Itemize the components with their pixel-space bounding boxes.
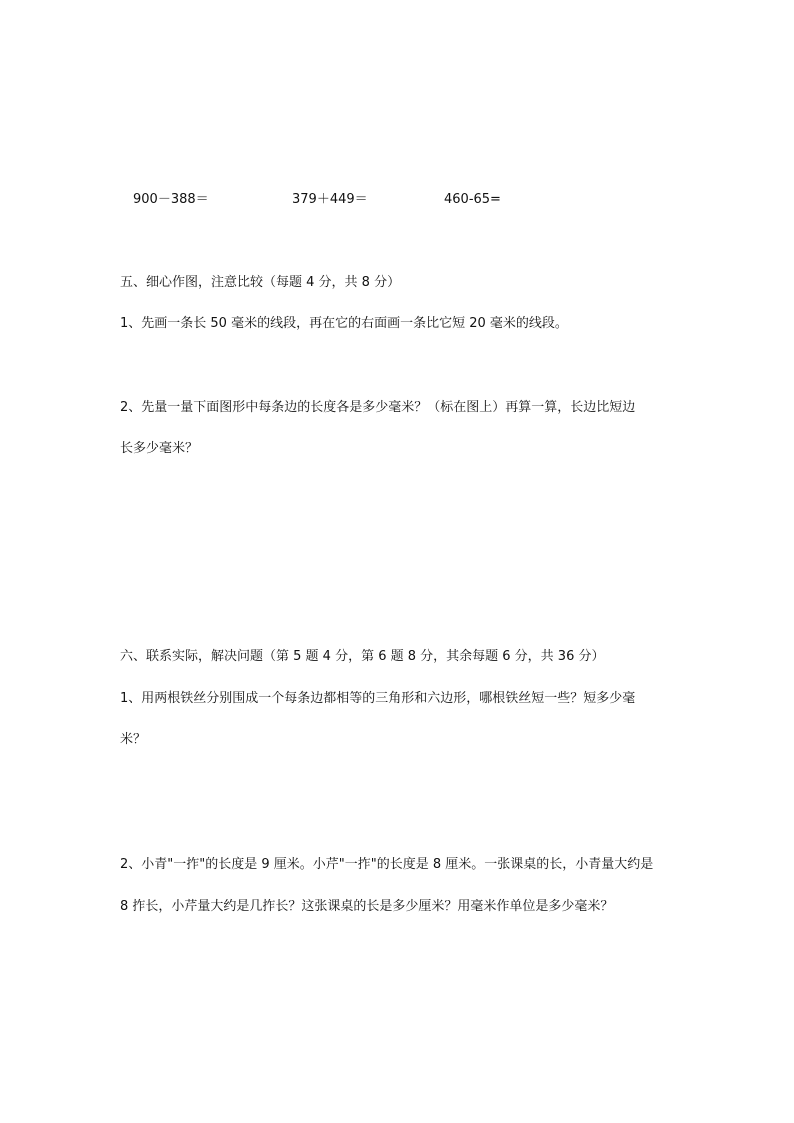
calc-expression-3: 460-65= xyxy=(444,192,501,207)
section-6-question-1-line-1: 1、用两根铁丝分别围成一个每条边都相等的三角形和六边形，哪根铁丝短一些？短多少毫 xyxy=(120,691,636,706)
section-5-title: 五、细心作图，注意比较（每题 4 分，共 8 分） xyxy=(120,275,401,290)
section-5-question-2-line-2: 长多少毫米？ xyxy=(120,441,199,456)
section-6-question-2-line-2: 8 拃长，小芹量大约是几拃长？这张课桌的长是多少厘米？用毫米作单位是多少毫米？ xyxy=(120,899,614,914)
section-5-question-2-line-1: 2、先量一量下面图形中每条边的长度各是多少毫米？（标在图上）再算一算，长边比短边 xyxy=(120,400,636,415)
section-6-question-1-line-2: 米？ xyxy=(120,732,147,747)
calc-expression-1: 900－388＝ xyxy=(133,192,209,207)
section-6-question-2-line-1: 2、小青"一拃"的长度是 9 厘米。小芹"一拃"的长度是 8 厘米。一张课桌的长，小青量大约是 xyxy=(120,857,654,872)
section-6-title: 六、联系实际，解决问题（第 5 题 4 分，第 6 题 8 分，其余每题 6 分，共 36 分） xyxy=(120,649,605,664)
section-5-question-1: 1、先画一条长 50 毫米的线段，再在它的右面画一条比它短 20 毫米的线段。 xyxy=(120,316,568,331)
calc-expression-2: 379＋449＝ xyxy=(292,192,368,207)
